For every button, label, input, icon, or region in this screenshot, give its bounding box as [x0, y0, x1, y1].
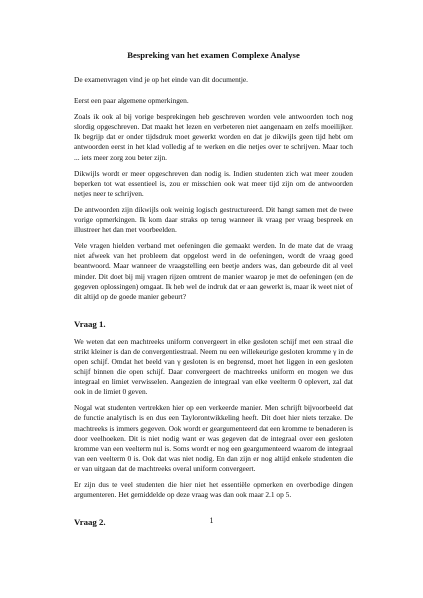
intro-paragraph: De examenvragen vind je op het einde van dit documentje. [74, 75, 249, 84]
remark-paragraph: Vele vragen hielden verband met oefeningen die gemaakt werden. In de mate dat de vraag niet afweek van het probleem dat opgelost werd in de oefeningen, wordt de vraag goed beantwoord. Maar wanneer de vraagstelling een beetje anders was, dan gebeurde dit al veel minder. Dit doet bij mij vragen rijzen omtrent de manier waarop je met de oefeningen (en de gegeven oplossingen) omgaat. Ik heb wel de indruk dat er aan gewerkt is, maar ik weet niet of dit altijd op de goede manier gebeurt? [74, 241, 353, 301]
page-content [74, 50, 353, 528]
document-title: Bespreking van het examen Complexe Analyse [127, 50, 300, 60]
remark-paragraph: Zoals ik ook al bij vorige besprekingen heb geschreven worden vele antwoorden toch nog slordig opgeschreven. Dat maakt het lezen en verbeteren niet aangenaam en zelfs moeilijker. Ik begrijp dat er onder tijdsdruk moet gewerkt worden en dat je dikwijls geen tijd hebt om antwoorden eerst in het klad volledig af te werken en die netjes over te schrijven. Maar toch ... iets meer zorg zou beter zijn. [74, 112, 353, 162]
remark-paragraph: Dikwijls wordt er meer opgeschreven dan nodig is. Indien studenten zich wat meer zouden beperken tot wat essentieel is, zou er misschien ook wat meer tijd zijn om de antwoorden netjes neer te schrijven. [74, 168, 353, 198]
vraag1-paragraph: Nogal wat studenten vertrekken hier op een verkeerde manier. Men schrijft bijvoorbeeld dat de functie analytisch is en dus een Taylorontwikkeling heeft. Dit doet hier niets terzake. De machtreeks is immers gegeven. Ook wordt er geargumenteerd dat een kromme te benaderen is door veelhoeken. Dit is niet nodig want er was gegeven dat de integraal over een gesloten kromme van een veelterm nul is. Soms wordt er nog een geargumenteerd waarom de integraal van een veelterm 0 is. Ook dat was niet nodig. En dan zijn er nog altijd enkele studenten die er van uitgaan dat de machtreeks overal uniform convergeert. [74, 403, 353, 473]
remark-paragraph: De antwoorden zijn dikwijls ook weinig logisch gestructureerd. Dit hangt samen met de twee vorige opmerkingen. Ik kom daar straks op terug wanneer ik vraag per vraag bespreek en illustreer het dan met voorbeelden. [74, 204, 353, 235]
vraag1-paragraph: Er zijn dus te veel studenten die hier niet het essentiële opmerken en overbodige dingen argumenteren. Het gemiddelde op deze vraag was dan ook maar 2.1 op 5. [74, 480, 353, 500]
section-heading-vraag-1: Vraag 1. [74, 318, 106, 329]
general-remarks-heading: Eerst een paar algemene opmerkingen. [74, 96, 189, 106]
page-number: 1 [209, 516, 214, 525]
vraag1-paragraph: We weten dat een machtreeks uniform convergeert in elke gesloten schijf met een straal die strikt kleiner is dan de convergentiestraal. Neem nu een willekeurige gesloten kromme γ in de open schijf. Omdat het beeld van γ gesloten is en begrensd, moet het liggen in een gesloten schijf binnen die open schijf. Daar convergeert de machtreeks uniform en mogen we dus integraal en limiet verwisselen. Aangezien de integraal van elke veelterm 0 oplevert, zal dat ook in de limiet 0 geven. [74, 336, 353, 397]
section-heading-vraag-2: Vraag 2. [74, 517, 106, 528]
